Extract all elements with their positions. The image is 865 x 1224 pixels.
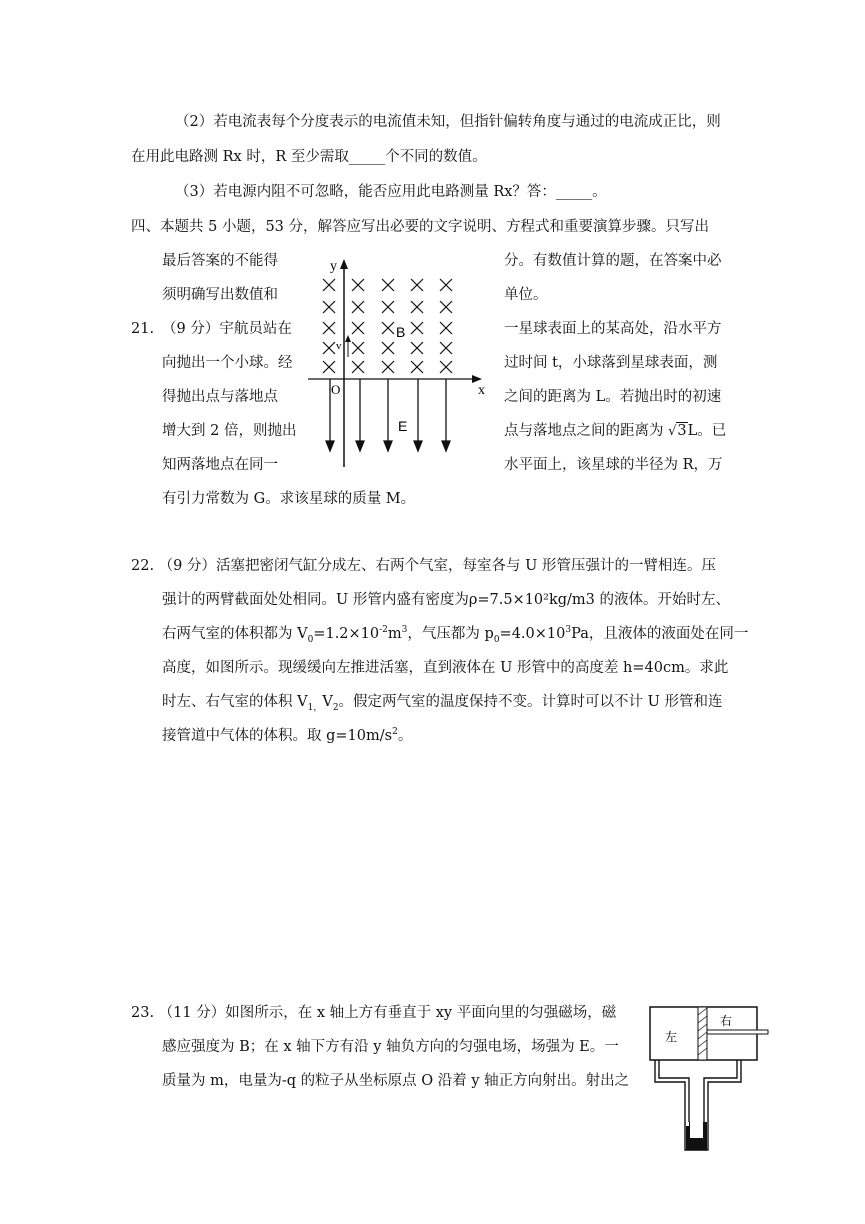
q22-line-5 bbox=[162, 692, 722, 712]
cylinder-u-tube-diagram bbox=[643, 1000, 773, 1160]
g-superscript: 2 bbox=[392, 727, 398, 738]
cube-superscript: 3 bbox=[401, 625, 408, 636]
pressure-exp-superscript: 3 bbox=[565, 625, 572, 636]
part4-header-line-2-left: 最后答案的不能得 bbox=[162, 253, 278, 269]
q2-line-2: 在用此电路测 Rx 时，R 至少需取_____个不同的数值。 bbox=[131, 149, 487, 165]
q21-line-5-right: 水平面上，该星球的半径为 R，万 bbox=[504, 457, 723, 473]
p0-subscript: 0 bbox=[493, 634, 500, 645]
v0-subscript: 0 bbox=[307, 634, 314, 645]
q22-line-3-d: ，气压都为 p bbox=[407, 626, 494, 642]
q3-line: （3）若电源内阻不可忽略，能否应用此电路测量 Rx？答：_____。 bbox=[175, 184, 607, 200]
q22-line-6 bbox=[162, 726, 412, 746]
y-axis-label: y bbox=[330, 259, 337, 274]
q22-line-5-b: V bbox=[322, 694, 333, 710]
q21-line-4-right-a: 点与落地点之间的距离为 bbox=[504, 423, 669, 439]
q21-line-1-left: （9 分）宇航员站在 bbox=[162, 321, 292, 337]
q23-line-2: 感应强度为 B；在 x 轴下方有沿 y 轴负方向的匀强电场，场强为 E。一 bbox=[162, 1039, 619, 1055]
q21-line-4-right bbox=[504, 421, 726, 442]
sqrt-radicand: 3 bbox=[677, 423, 687, 439]
q22-line-3-e: =4.0×10 bbox=[499, 626, 566, 642]
q21-line-2-right: 过时间 t，小球落到星球表面，测 bbox=[504, 355, 718, 371]
piston-rod bbox=[707, 1030, 768, 1034]
q22-line-3 bbox=[162, 624, 748, 644]
origin-label: O bbox=[331, 382, 341, 397]
q21-line-2-left: 向抛出一个小球。经 bbox=[162, 355, 293, 371]
part4-header-line-2-right: 分。有数值计算的题，在答案中必 bbox=[504, 253, 722, 269]
right-chamber-label: 右 bbox=[720, 1014, 733, 1028]
q22-line-6-b: 。 bbox=[397, 728, 413, 744]
q21-line-1-right: 一星球表面上的某高处，沿水平方 bbox=[504, 321, 722, 337]
q22-line-3-b: =1.2×10 bbox=[313, 626, 380, 642]
q21-line-4-left: 增大到 2 倍，则抛出 bbox=[162, 423, 297, 439]
q21-number: 21. bbox=[131, 321, 155, 337]
x-axis-label: x bbox=[478, 383, 485, 398]
q22-line-2: 强计的两臂截面处处相同。U 形管内盛有密度为ρ=7.5×10²kg/m3 的液体。开始时左、 bbox=[162, 592, 731, 608]
part4-header-line-3-left: 须明确写出数值和 bbox=[162, 287, 278, 303]
e-label: E bbox=[398, 418, 408, 434]
b-label: B bbox=[396, 324, 406, 340]
q23-line-3: 质量为 m，电量为-q 的粒子从坐标原点 O 沿着 y 轴正方向射出。射出之 bbox=[162, 1073, 630, 1089]
part4-header-line-1: 四、本题共 5 小题，53 分，解答应写出必要的文字说明、方程式和重要演算步骤。只写出 bbox=[131, 219, 709, 235]
q22-line-3-f: Pa，且液体的液面处在同一 bbox=[571, 626, 749, 642]
q21-line-6: 有引力常数为 G。求该星球的质量 M。 bbox=[162, 491, 416, 507]
velocity-label: v bbox=[336, 340, 342, 352]
left-chamber-label: 左 bbox=[665, 1030, 678, 1044]
q22-line-5-c: 。假定两气室的温度保持不变。计算时可以不计 U 形管和连 bbox=[338, 694, 723, 710]
v1-subscript: 1， bbox=[307, 702, 323, 713]
q23-line-1: 23. （11 分）如图所示，在 x 轴上方有垂直于 xy 平面向里的匀强磁场，磁 bbox=[131, 1005, 617, 1021]
q22-line-5-a: 时左、右气室的体积 V bbox=[162, 694, 308, 710]
part4-header-line-3-right: 单位。 bbox=[504, 287, 548, 303]
q21-line-4-right-b: L。已 bbox=[687, 423, 727, 439]
sqrt-symbol: √ bbox=[668, 424, 677, 439]
q21-line-3-right: 之间的距离为 L。若抛出时的初速 bbox=[504, 389, 722, 405]
v2-subscript: 2 bbox=[332, 702, 339, 713]
q22-line-4: 高度，如图所示。现缓缓向左推进活塞，直到液体在 U 形管中的高度差 h=40cm。求此 bbox=[162, 660, 729, 676]
q22-line-3-c: m bbox=[387, 626, 402, 642]
q22-line-1: 22. （9 分）活塞把密闭气缸分成左、右两个气室，每室各与 U 形管压强计的一臂相连。压 bbox=[131, 558, 716, 574]
q2-line-1: （2）若电流表每个分度表示的电流值未知，但指针偏转角度与通过的电流成正比，则 bbox=[175, 114, 721, 130]
q22-line-6-a: 接管道中气体的体积。取 g=10m/s bbox=[162, 728, 393, 744]
exp-superscript: -2 bbox=[379, 625, 388, 636]
magnetic-field-crosses bbox=[323, 279, 452, 373]
field-diagram bbox=[300, 255, 500, 470]
q21-line-3-left: 得抛出点与落地点 bbox=[162, 389, 278, 405]
q21-line-5-left: 知两落地点在同一 bbox=[162, 457, 278, 473]
piston bbox=[698, 1007, 707, 1060]
q22-line-3-a: 右两气室的体积都为 V bbox=[162, 626, 308, 642]
